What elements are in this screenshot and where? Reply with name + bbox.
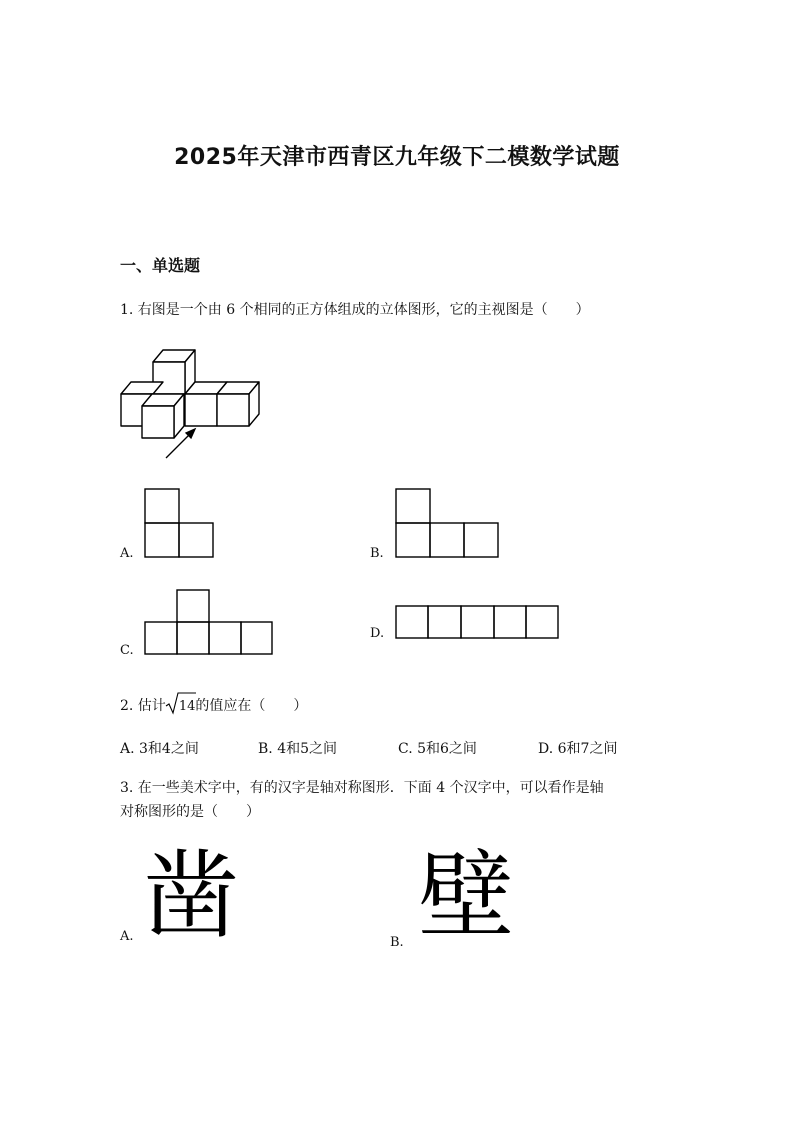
q1-option-a-figure bbox=[145, 489, 215, 559]
q2-suffix: 的值应在（ ） bbox=[195, 698, 308, 714]
question-2-text bbox=[120, 694, 307, 719]
q1-option-d-label[interactable]: D. bbox=[370, 626, 385, 641]
radicand: 14 bbox=[178, 699, 196, 714]
question-3-line-1: 3. 在一些美术字中，有的汉字是轴对称图形．下面 4 个汉字中，可以看作是轴 bbox=[120, 780, 604, 796]
radical-sign bbox=[166, 692, 196, 716]
q1-option-b-figure bbox=[396, 489, 500, 559]
q2-option-d[interactable]: D. 6和7之间 bbox=[538, 741, 618, 757]
q1-option-a-label[interactable]: A. bbox=[120, 546, 134, 561]
q2-option-b[interactable]: B. 4和5之间 bbox=[258, 741, 338, 757]
question-1-solid-figure bbox=[118, 344, 268, 464]
section-heading: 一、单选题 bbox=[120, 256, 201, 275]
q3-option-a-character: 凿 bbox=[143, 840, 239, 952]
question-1-text: 1. 右图是一个由 6 个相同的正方体组成的立体图形，它的主视图是（ ） bbox=[120, 302, 590, 318]
q2-option-c[interactable]: C. 5和6之间 bbox=[398, 741, 477, 757]
q2-option-a[interactable]: A. 3和4之间 bbox=[120, 741, 199, 757]
q1-option-c-figure bbox=[145, 590, 273, 656]
q3-option-a-label[interactable]: A. bbox=[120, 929, 134, 944]
q3-option-b-label[interactable]: B. bbox=[390, 935, 404, 950]
q1-option-d-figure bbox=[396, 606, 560, 640]
sqrt-expression bbox=[166, 694, 196, 719]
question-3-line-2: 对称图形的是（ ） bbox=[120, 804, 260, 820]
page-title: 2025年天津市西青区九年级下二模数学试题 bbox=[174, 145, 620, 170]
q1-option-c-label[interactable]: C. bbox=[120, 643, 134, 658]
q1-option-b-label[interactable]: B. bbox=[370, 546, 384, 561]
q3-option-b-character: 壁 bbox=[418, 840, 514, 952]
q2-prefix: 2. 估计 bbox=[120, 698, 166, 714]
